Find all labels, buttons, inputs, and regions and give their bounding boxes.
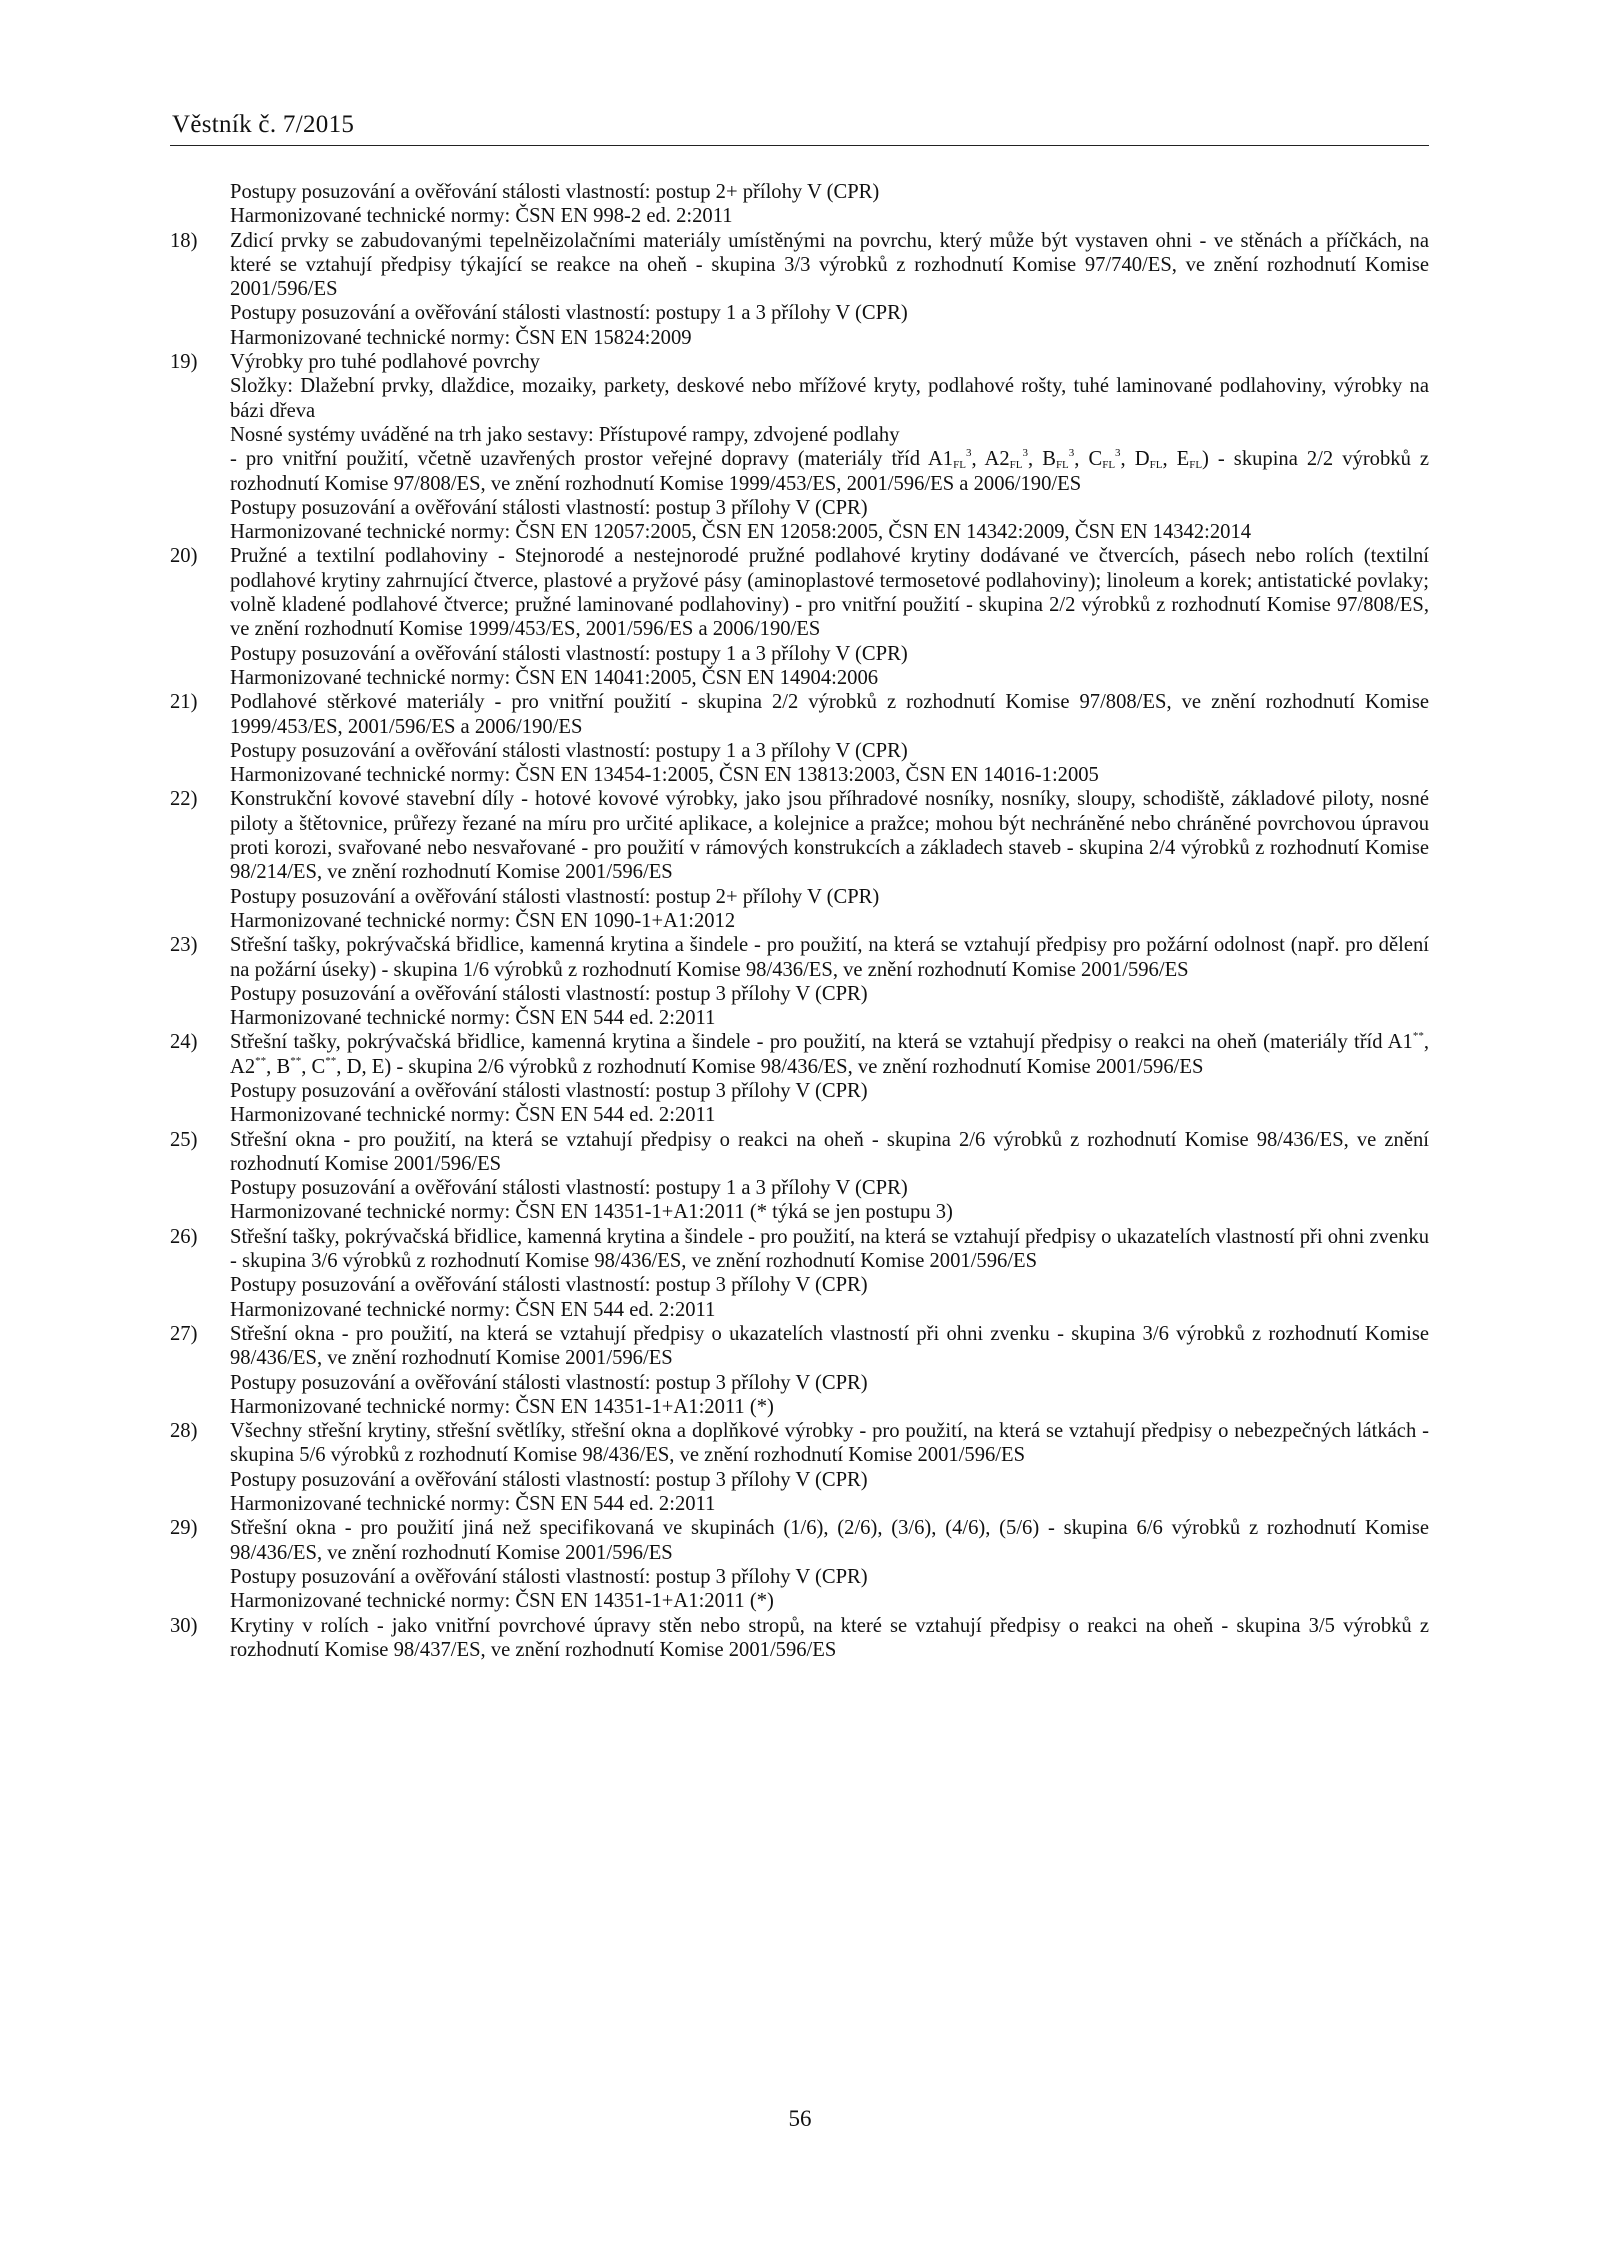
item-number: 26) [170, 1225, 198, 1248]
item-description: Podlahové stěrkové materiály - pro vnitřní použití - skupina 2/2 výrobků z rozhodnutí Komise 97/808/ES, ve znění rozhodnutí Komise 1999/453/ES, 2001/596/ES a 2006/190/ES [230, 691, 1429, 738]
item-procedure: Postupy posuzování a ověřování stálosti vlastností: postupy 1 a 3 přílohy V (CPR) [230, 739, 908, 762]
item-number: 22) [170, 788, 198, 811]
list-item [170, 229, 1429, 350]
list-item [170, 1030, 1429, 1127]
material-class: $D_{FL}$ [1134, 448, 1163, 472]
item-description: Střešní okna - pro použití jiná než specifikovaná ve skupinách (1/6), (2/6), (3/6), (4/6), (5/6) - skupina 6/6 výrobků z rozhodnutí Komise 98/436/ES, ve znění rozhodnutí Komise 2001/596/ES [230, 1517, 1429, 1564]
item-procedure: Postupy posuzování a ověřování stálosti vlastností: postup 3 přílohy V (CPR) [230, 1274, 868, 1297]
journal-title: Věstník č. 7/2015 [172, 111, 355, 138]
item-number: 20) [170, 545, 198, 568]
material-class: $B_{FL}^3$ [1042, 447, 1075, 472]
material-class: $E_{FL}$ [1176, 448, 1203, 472]
item-description: Všechny střešní krytiny, střešní světlíky, střešní okna a doplňkové výrobky - pro použití, na která se vztahují předpisy o nebezpečných látkách - skupina 5/6 výrobků z rozhodnutí Komise 98/436/ES, ve znění rozhodnutí Komise 2001/596/ES [230, 1420, 1429, 1467]
item-procedure: Postupy posuzování a ověřování stálosti vlastností: postup 3 přílohy V (CPR) [230, 982, 868, 1005]
item-standards: Harmonizované technické normy: ČSN EN 13454-1:2005, ČSN EN 13813:2003, ČSN EN 14016-1:2005 [230, 764, 1099, 787]
item-number: 28) [170, 1420, 198, 1443]
item-standards: Harmonizované technické normy: ČSN EN 14351-1+A1:2011 (*) [230, 1590, 774, 1613]
intro-standards: Harmonizované technické normy: ČSN EN 998-2 ed. 2:2011 [230, 205, 733, 228]
material-class: C** [311, 1054, 337, 1078]
material-class: A1** [1387, 1030, 1424, 1054]
item-number: 21) [170, 691, 198, 714]
item-procedure: Postupy posuzování a ověřování stálosti vlastností: postupy 1 a 3 přílohy V (CPR) [230, 302, 908, 325]
item-number: 18) [170, 229, 198, 252]
item-description: Zdicí prvky se zabudovanými tepelněizolačními materiály umístěnými na povrchu, který může být vystaven ohni - ve stěnách a příčkách, na které se vztahují předpisy týkající se reakce na oheň - skupina 3/3 výrobků z rozhodnutí Komise 97/740/ES, ve znění rozhodnutí Komise 2001/596/ES [230, 229, 1429, 301]
list-item [170, 1128, 1429, 1225]
item-standards: Harmonizované technické normy: ČSN EN 14351-1+A1:2011 (* týká se jen postupu 3) [230, 1201, 953, 1224]
document-body [170, 180, 1429, 1662]
item-standards: Harmonizované technické normy: ČSN EN 14351-1+A1:2011 (*) [230, 1395, 774, 1418]
item-number: 19) [170, 351, 198, 374]
page-number: 56 [788, 2106, 812, 2131]
item-procedure: Postupy posuzování a ověřování stálosti vlastností: postup 3 přílohy V (CPR) [230, 1468, 868, 1491]
list-item [170, 1322, 1429, 1419]
item-description: Střešní tašky, pokrývačská břidlice, kamenná krytina a šindele - pro použití, na která se vztahují předpisy o ukazatelích vlastností při ohni zvenku - skupina 3/6 výrobků z rozhodnutí Komise 98/436/ES, ve znění rozhodnutí Komise 2001/596/ES [230, 1225, 1429, 1273]
item-number: 25) [170, 1128, 198, 1151]
item-number: 29) [170, 1517, 198, 1540]
item-standards: Harmonizované technické normy: ČSN EN 1090-1+A1:2012 [230, 909, 736, 932]
item-description: Střešní okna - pro použití, na která se vztahují předpisy o ukazatelích vlastností při ohni zvenku - skupina 3/6 výrobků z rozhodnutí Komise 98/436/ES, ve znění rozhodnutí Komise 2001/596/ES [230, 1322, 1429, 1370]
item-description: Pružné a textilní podlahoviny - Stejnorodé a nestejnorodé pružné podlahové krytiny dodávané ve čtvercích, pásech nebo rolích (textilní podlahové krytiny zahrnující čtverce, plastové a pryžové pásy (aminoplastové termosetové podlahoviny); linoleum a korek; antistatické povlaky; volně kladené podlahové čtverce; pružné laminované podlahoviny) - pro vnitřní použití - skupina 2/2 výrobků z rozhodnutí Komise 97/808/ES, ve znění rozhodnutí Komise 1999/453/ES, 2001/596/ES a 2006/190/ES [230, 545, 1429, 641]
material-class: D [346, 1055, 362, 1078]
list-item [170, 544, 1429, 690]
item-standards: Harmonizované technické normy: ČSN EN 15824:2009 [230, 326, 692, 349]
material-class: E [371, 1055, 385, 1078]
item-description: Výrobky pro tuhé podlahové povrchy [230, 351, 540, 374]
material-class: B** [276, 1054, 302, 1078]
item-procedure: Postupy posuzování a ověřování stálosti vlastností: postup 2+ přílohy V (CPR) [230, 885, 880, 908]
item-standards: Harmonizované technické normy: ČSN EN 544 ed. 2:2011 [230, 1104, 716, 1127]
material-class: $A1_{FL}^3$ [927, 447, 972, 472]
item-procedure: Postupy posuzování a ověřování stálosti vlastností: postup 3 přílohy V (CPR) [230, 1079, 868, 1102]
list-item [170, 1419, 1429, 1516]
intro-procedure: Postupy posuzování a ověřování stálosti vlastností: postup 2+ přílohy V (CPR) [230, 181, 880, 203]
item-procedure: Postupy posuzování a ověřování stálosti vlastností: postup 3 přílohy V (CPR) [230, 1565, 868, 1588]
list-item [170, 1225, 1429, 1322]
item-description: Konstrukční kovové stavební díly - hotové kovové výrobky, jako jsou příhradové nosníky, nosníky, sloupy, schodiště, základové piloty, nosné piloty a štětovnice, průřezy řezané na míru pro určité aplikace, a kolejnice a pražce; mohou být nechráněné nebo chráněné povrchovou úpravou proti korozi, svařované nebo nesvařované - pro použití v rámových konstrukcích a základech staveb - skupina 2/4 výrobků z rozhodnutí Komise 98/214/ES, ve znění rozhodnutí Komise 2001/596/ES [230, 788, 1429, 884]
item-description: Střešní okna - pro použití, na která se vztahují předpisy o reakci na oheň - skupina 2/6 výrobků z rozhodnutí Komise 98/436/ES, ve znění rozhodnutí Komise 2001/596/ES [230, 1128, 1429, 1175]
material-class: A2** [230, 1054, 267, 1078]
page-header [170, 111, 1429, 146]
item-standards: Harmonizované technické normy: ČSN EN 12057:2005, ČSN EN 12058:2005, ČSN EN 14342:2009, ČSN EN 14342:2014 [230, 521, 1252, 544]
item-number: 30) [170, 1614, 198, 1637]
intro-block [170, 180, 1429, 229]
material-class: $C_{FL}^3$ [1088, 447, 1121, 472]
material-class: $A2_{FL}^3$ [984, 447, 1029, 472]
item-number: 23) [170, 934, 198, 957]
list-item [170, 787, 1429, 933]
item-materials-line: - pro vnitřní použití, včetně uzavřených prostor veřejné dopravy (materiály tříd $A1_{FL}^3$, $A2_{FL}^3$, $B_{FL}^3$, $C_{FL}^3$, $D_{FL}$, $E_{FL}$) - skupina 2/2 výrobků z rozhodnutí Komise 97/808/ES, ve znění rozhodnutí Komise 1999/453/ES, 2001/596/ES a 2006/190/ES [230, 447, 1430, 495]
item-description: Krytiny v rolích - jako vnitřní povrchové úpravy stěn nebo stropů, na které se vztahují předpisy o reakci na oheň - skupina 3/5 výrobků z rozhodnutí Komise 98/437/ES, ve znění rozhodnutí Komise 2001/596/ES [230, 1614, 1429, 1661]
item-procedure: Postupy posuzování a ověřování stálosti vlastností: postup 3 přílohy V (CPR) [230, 496, 868, 519]
item-procedure: Postupy posuzování a ověřování stálosti vlastností: postupy 1 a 3 přílohy V (CPR) [230, 1177, 908, 1200]
item-systems: Nosné systémy uváděné na trh jako sestavy: Přístupové rampy, zdvojené podlahy [230, 423, 900, 446]
list-item [170, 1614, 1429, 1663]
item-number: 27) [170, 1322, 198, 1345]
item-standards: Harmonizované technické normy: ČSN EN 14041:2005, ČSN EN 14904:2006 [230, 666, 879, 689]
list-item [170, 690, 1429, 787]
item-standards: Harmonizované technické normy: ČSN EN 544 ed. 2:2011 [230, 1298, 716, 1321]
item-procedure: Postupy posuzování a ověřování stálosti vlastností: postupy 1 a 3 přílohy V (CPR) [230, 642, 908, 665]
item-description: Střešní tašky, pokrývačská břidlice, kamenná krytina a šindele - pro použití, na která se vztahují předpisy o reakci na oheň (materiály tříd A1**, A2**, B**, C**, D, E) - skupina 2/6 výrobků z rozhodnutí Komise 98/436/ES, ve znění rozhodnutí Komise 2001/596/ES [230, 1030, 1429, 1078]
list-item [170, 1516, 1429, 1613]
item-standards: Harmonizované technické normy: ČSN EN 544 ed. 2:2011 [230, 1493, 716, 1516]
item-procedure: Postupy posuzování a ověřování stálosti vlastností: postup 3 přílohy V (CPR) [230, 1371, 868, 1394]
list-item [170, 933, 1429, 1030]
list-item [170, 350, 1429, 544]
item-standards: Harmonizované technické normy: ČSN EN 544 ed. 2:2011 [230, 1007, 716, 1030]
item-number: 24) [170, 1031, 198, 1054]
item-description: Střešní tašky, pokrývačská břidlice, kamenná krytina a šindele - pro použití, na která se vztahují předpisy pro požární odolnost (např. pro dělení na požární úseky) - skupina 1/6 výrobků z rozhodnutí Komise 98/436/ES, ve znění rozhodnutí Komise 2001/596/ES [230, 934, 1429, 981]
item-components: Složky: Dlažební prvky, dlaždice, mozaiky, parkety, deskové nebo mřížové kryty, podlahové rošty, tuhé laminované podlahoviny, výrobky na bázi dřeva [230, 375, 1429, 422]
